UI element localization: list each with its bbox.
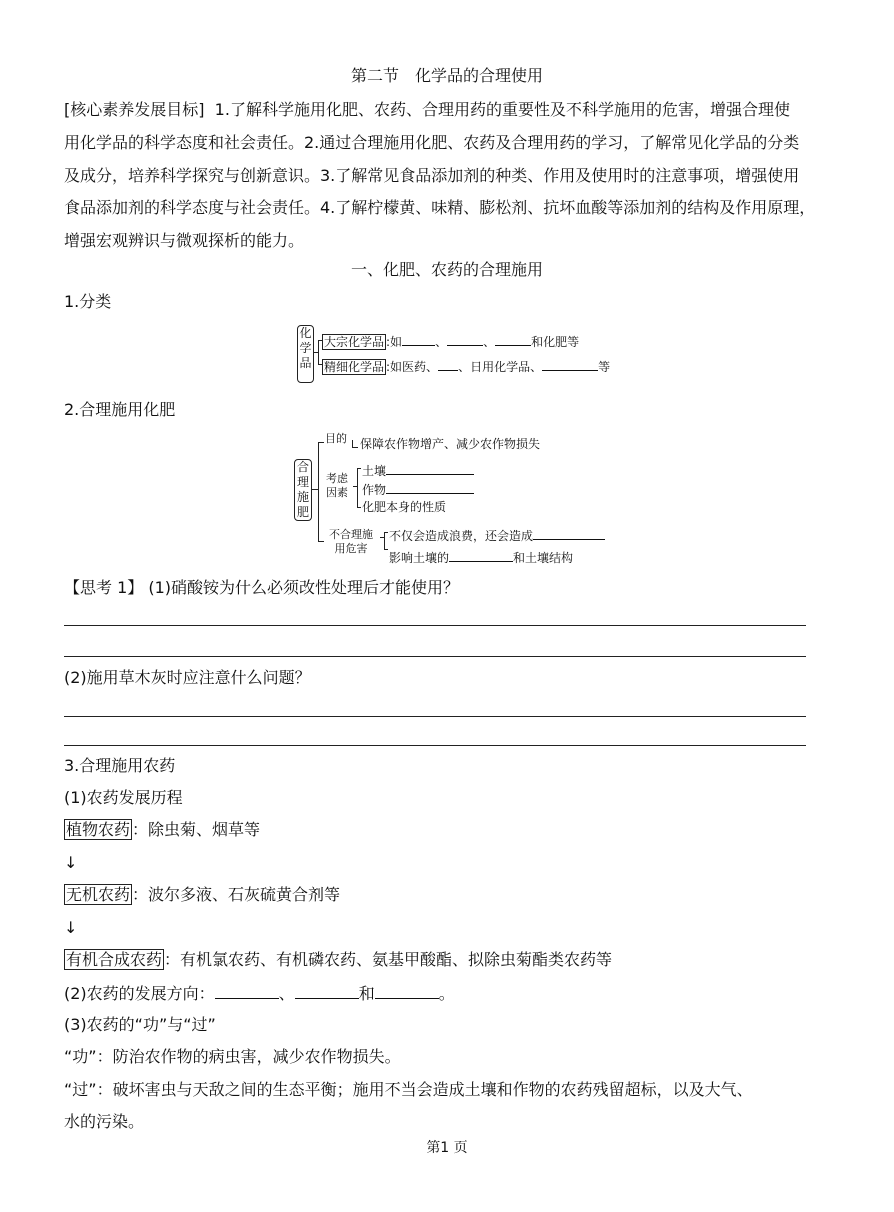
fertilizer-root-char: 肥 bbox=[296, 505, 309, 519]
goals-line-4: 食品添加剂的科学态度与社会责任。4.了解柠檬黄、味精、膨松剂、抗坏血酸等添加剂的结构及作用原理， bbox=[64, 198, 816, 217]
classify-root-char: 学 bbox=[299, 341, 312, 355]
stage-organic: 有机合成农药 ：有机氯农药、有机磷农药、氨基甲酸酯、拟除虫菊酯类农药等 bbox=[66, 950, 613, 969]
section-heading: 一、化肥、农药的合理施用 bbox=[350, 260, 543, 279]
fertilizer-root-box bbox=[294, 459, 312, 521]
fertilizer-root-char: 理 bbox=[296, 475, 309, 489]
inorganic-pesticide-label: 无机农药 bbox=[66, 885, 131, 904]
factors-label: 考虑 因素 bbox=[326, 472, 348, 499]
blank bbox=[447, 332, 483, 346]
classify-root-box bbox=[297, 325, 314, 383]
factor-fertilizer-nature: 化肥本身的性质 bbox=[362, 500, 447, 514]
answer-line bbox=[64, 745, 806, 746]
fine-chemicals-label: 精细化学品 bbox=[324, 360, 385, 374]
goals-line-2: 用化学品的科学态度和社会责任。2.通过合理施用化肥、农药及合理用药的学习，了解常见化学品的分类 bbox=[64, 133, 800, 152]
brace-line bbox=[352, 447, 358, 448]
pesticide-direction: (2)农药的发展方向： 、 和 。 bbox=[64, 984, 455, 1003]
think-question-2: (2)施用草木灰时应注意什么问题？ bbox=[64, 668, 311, 687]
goals-line-5: 增强宏观辨识与微观探析的能力。 bbox=[64, 231, 305, 250]
stage-inorganic: 无机农药 ：波尔多液、石灰硫黄合剂等 bbox=[66, 885, 341, 904]
answer-line bbox=[64, 656, 806, 657]
classify-branch-1: 大宗化学品 :如 、 、 和化肥等 bbox=[322, 332, 579, 350]
blank bbox=[533, 526, 605, 540]
page-number: 第1 页 bbox=[426, 1140, 468, 1156]
blank bbox=[438, 357, 458, 371]
think-label: 【思考 1】 bbox=[64, 578, 144, 597]
pesticide-history-heading: (1)农药发展历程 bbox=[64, 788, 183, 807]
harm-soil: 影响土壤的 和土壤结构 bbox=[389, 548, 573, 566]
brace-line bbox=[384, 532, 385, 550]
pesticide-heading: 3.合理施用农药 bbox=[64, 756, 176, 775]
pesticide-fault-line-2: 水的污染。 bbox=[64, 1112, 145, 1131]
harm-waste: 不仅会造成浪费，还会造成 bbox=[389, 526, 605, 544]
blank bbox=[542, 357, 598, 371]
brace-line bbox=[384, 549, 388, 550]
stage-plant: 植物农药 ：除虫菊、烟草等 bbox=[66, 820, 261, 839]
harm-label: 不合理施 用危害 bbox=[329, 528, 373, 555]
answer-line bbox=[64, 625, 806, 626]
gongguo-heading: (3)农药的“功”与“过” bbox=[64, 1015, 216, 1034]
page-title: 第二节 化学品的合理使用 bbox=[350, 66, 543, 85]
pesticide-merit: “功”：防治农作物的病虫害，减少农作物损失。 bbox=[64, 1047, 401, 1066]
brace-line bbox=[357, 468, 361, 469]
pesticide-fault-line-1: “过”：破坏害虫与天敌之间的生态平衡；施用不当会造成土壤和作物的农药残留超标，以及大气、 bbox=[64, 1080, 753, 1099]
classify-heading: 1.分类 bbox=[64, 292, 112, 311]
factor-crop: 作物 bbox=[362, 480, 474, 498]
brace-line bbox=[318, 442, 324, 443]
plant-pesticide-label: 植物农药 bbox=[66, 820, 131, 839]
bulk-chemicals-label: 大宗化学品 bbox=[324, 335, 385, 349]
factor-soil: 土壤 bbox=[362, 461, 474, 479]
down-arrow-icon: ↓ bbox=[64, 853, 78, 872]
blank bbox=[449, 548, 513, 562]
goals-line-3: 及成分，培养科学探究与创新意识。3.了解常见食品添加剂的种类、作用及使用时的注意事项，增强使用 bbox=[64, 166, 800, 185]
goals-label: [核心素养发展目标] bbox=[64, 100, 205, 119]
blank bbox=[386, 480, 474, 494]
answer-line bbox=[64, 716, 806, 717]
classify-root-char: 化 bbox=[299, 326, 312, 340]
blank bbox=[215, 983, 279, 999]
classify-root-char: 品 bbox=[299, 356, 312, 370]
brace-line bbox=[357, 507, 361, 508]
blank bbox=[402, 332, 435, 346]
fertilizer-heading: 2.合理施用化肥 bbox=[64, 400, 176, 419]
blank bbox=[295, 983, 359, 999]
blank bbox=[375, 983, 439, 999]
organic-pesticide-label: 有机合成农药 bbox=[66, 950, 163, 969]
brace-line bbox=[384, 532, 388, 533]
goals-line-1: [核心素养发展目标] 1.了解科学施用化肥、农药、合理用药的重要性及不科学施用的危害，增强合理使 bbox=[64, 100, 790, 119]
brace-line bbox=[357, 468, 358, 508]
brace-line bbox=[318, 340, 319, 365]
purpose-label: 目的 bbox=[325, 432, 347, 445]
fertilizer-root-char: 合 bbox=[296, 460, 309, 474]
think-question-1: 【思考 1】 (1)硝酸铵为什么必须改性处理后才能使用？ bbox=[64, 578, 460, 597]
purpose-text: 保障农作物增产、减少农作物损失 bbox=[360, 437, 541, 451]
brace-line bbox=[318, 442, 319, 542]
down-arrow-icon: ↓ bbox=[64, 918, 78, 937]
fertilizer-root-char: 施 bbox=[296, 490, 309, 504]
blank bbox=[495, 332, 531, 346]
blank bbox=[386, 461, 474, 475]
classify-branch-2: 精细化学品 :如医药、 、日用化学品、 等 bbox=[322, 357, 610, 375]
